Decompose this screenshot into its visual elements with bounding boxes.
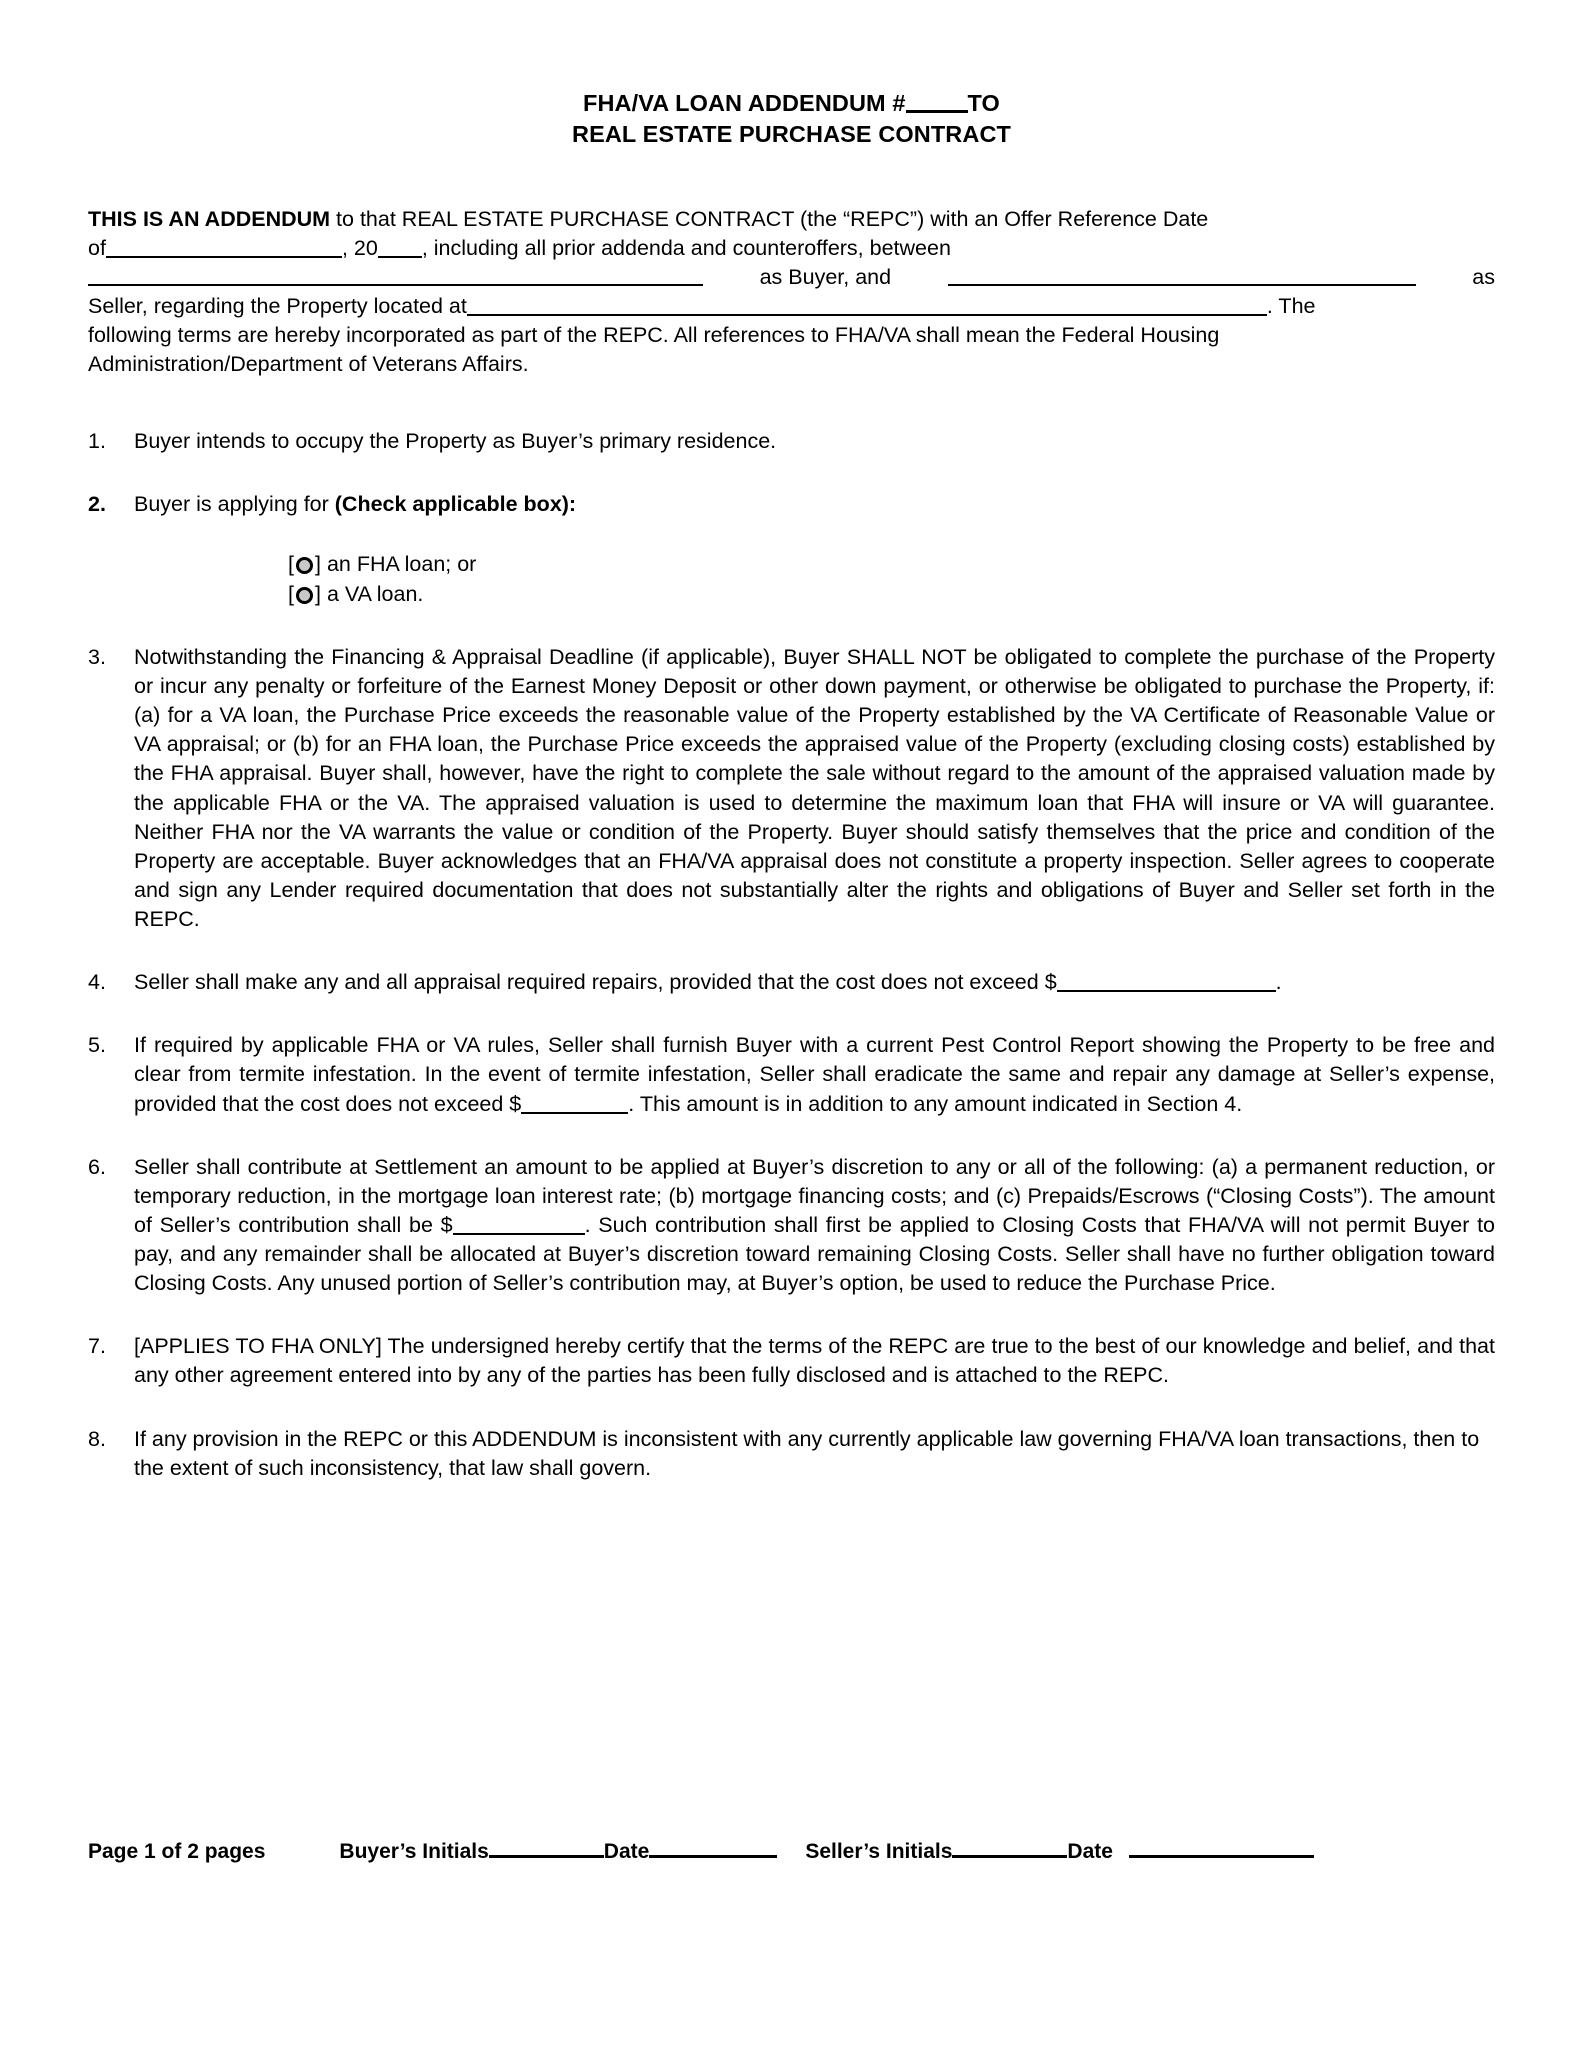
- seller-date-label: Date: [1067, 1840, 1113, 1863]
- intro-line-5: following terms are hereby incorporated as part of the REPC. All references to FHA/VA shall mean the Federal Housing: [88, 322, 1220, 347]
- radio-button-icon[interactable]: [296, 557, 313, 574]
- section-6-text-before: Seller shall contribute at Settlement an amount to be applied at Buyer’s discretion to any or all of the following: (a) a permanent reduction, or temporary reduction, in the mortgage loan interest rate; (b) mortgage financing costs; and (c) Prepaids/Escrows (“Closing Costs”). The amount of Seller’s contribution shall be $: [134, 1154, 1495, 1237]
- offer-reference-year-field[interactable]: [378, 235, 422, 259]
- seller-initials-label: Seller’s Initials: [805, 1840, 953, 1863]
- section-4-text: [134, 968, 1495, 997]
- offer-reference-date-field[interactable]: [106, 235, 342, 259]
- intro-lead-bold: THIS IS AN ADDENDUM: [88, 207, 331, 232]
- intro-line-2-rest: , including all prior addenda and counteroffers, between: [421, 236, 951, 260]
- intro-paragraph: [88, 205, 1495, 378]
- section-4-number: 4.: [88, 970, 106, 995]
- as-label: as: [1472, 264, 1495, 289]
- section-6: [88, 1153, 1495, 1299]
- seller-name-field[interactable]: [948, 263, 1416, 287]
- section-4: [88, 968, 1495, 997]
- document-body: [88, 88, 1495, 1483]
- section-5-text-before: If required by applicable FHA or VA rules, Seller shall furnish Buyer with a current Pest Control Report showing the Property to be free and clear from termite infestation. In the event of termite infestation, Seller shall eradicate the same and repair any damage at Seller’s expense, provided that the cost does not exceed $: [134, 1033, 1495, 1116]
- intro-line-1: [88, 205, 1495, 234]
- intro-line-1-rest: to that REAL ESTATE PURCHASE CONTRACT (the “REPC”) with an Offer Reference Date: [330, 207, 1209, 232]
- title-line-1-suffix: TO: [967, 90, 1000, 116]
- seller-contribution-amount-field[interactable]: [453, 1211, 585, 1235]
- section-4-text-after: .: [1275, 970, 1282, 995]
- property-address-field[interactable]: [467, 292, 1267, 316]
- termite-cost-limit-field[interactable]: [521, 1090, 628, 1114]
- choice-fha-loan[interactable]: [288, 549, 1495, 579]
- seller-initials-field[interactable]: [952, 1834, 1067, 1858]
- title-line-1-prefix: FHA/VA LOAN ADDENDUM #: [583, 90, 906, 116]
- buyer-date-field[interactable]: [649, 1834, 777, 1858]
- section-5: [88, 1031, 1495, 1118]
- section-1-number: 1.: [88, 428, 106, 453]
- section-5-text: [134, 1031, 1495, 1118]
- va-close-bracket: ]: [314, 581, 321, 606]
- addendum-number-blank[interactable]: [906, 89, 968, 113]
- section-7-number: 7.: [88, 1334, 106, 1359]
- choice-va-loan-label: a VA loan.: [326, 581, 424, 606]
- section-3-text: Notwithstanding the Financing & Appraisal Deadline (if applicable), Buyer SHALL NOT be obligated to complete the purchase of the Property or incur any penalty or forfeiture of the Earnest Money Deposit or other down payment, or otherwise be obligated to purchase the Property, if: (a) for a VA loan, the Purchase Price exceeds the reasonable value of the Property established by the VA Certificate of Reasonable Value or VA appraisal; or (b) for an FHA loan, the Purchase Price exceeds the appraised value of the Property (excluding closing costs) established by the FHA appraisal. Buyer shall, however, have the right to complete the sale without regard to the amount of the appraised valuation made by the applicable FHA or the VA. The appraised valuation is used to determine the maximum loan that FHA will insure or VA will guarantee. Neither FHA nor the VA warrants the value or condition of the Property. Buyer should satisfy themselves that the price and condition of the Property are acceptable. Buyer acknowledges that an FHA/VA appraisal does not constitute a property inspection. Seller agrees to cooperate and sign any Lender required documentation that does not substantially alter the rights and obligations of Buyer and Seller set forth in the REPC.: [134, 644, 1495, 932]
- section-2-text-bold: (Check applicable box):: [334, 491, 577, 516]
- section-6-text-after: . Such contribution shall first be applied to Closing Costs that FHA/VA will not permit Buyer to pay, and any remainder shall be allocated at Buyer’s discretion toward remaining Closing Costs. Seller shall have no further obligation toward Closing Costs. Any unused portion of Seller’s contribution may, at Buyer’s option, be used to reduce the Purchase Price.: [134, 1212, 1495, 1296]
- intro-line-3: [88, 263, 1495, 292]
- section-8-text: If any provision in the REPC or this ADDENDUM is inconsistent with any currently applicable law governing FHA/VA loan transactions, then to the extent of such inconsistency, that law shall govern.: [134, 1426, 1480, 1480]
- section-5-text-after: . This amount is in addition to any amount indicated in Section 4.: [628, 1091, 1243, 1116]
- va-open-bracket: [: [288, 581, 294, 606]
- page-number-label: Page 1 of 2 pages: [88, 1840, 266, 1863]
- choice-fha-loan-label: an FHA loan; or: [326, 551, 477, 576]
- section-1: [88, 427, 1495, 456]
- repair-cost-limit-field[interactable]: [1057, 969, 1276, 993]
- section-7-text: [APPLIES TO FHA ONLY] The undersigned hereby certify that the terms of the REPC are true to the best of our knowledge and belief, and that any other agreement entered into by any of the parties has been fully disclosed and is attached to the REPC.: [134, 1334, 1495, 1388]
- section-8-number: 8.: [88, 1426, 106, 1451]
- choice-va-loan[interactable]: [288, 579, 1495, 609]
- as-buyer-and-label: as Buyer, and: [759, 264, 892, 289]
- section-2-text: [134, 490, 1495, 519]
- section-6-number: 6.: [88, 1154, 106, 1179]
- buyer-initials-label: Buyer’s Initials: [339, 1840, 489, 1863]
- buyer-date-label: Date: [603, 1840, 650, 1863]
- section-7: [88, 1332, 1495, 1390]
- section-4-text-before: Seller shall make any and all appraisal required repairs, provided that the cost does not exceed $: [134, 970, 1057, 995]
- radio-button-icon[interactable]: [296, 587, 313, 604]
- section-8: [88, 1425, 1495, 1483]
- buyer-initials-field[interactable]: [489, 1834, 604, 1858]
- intro-line-4-tail: . The: [1266, 293, 1316, 318]
- section-2-number: 2.: [88, 491, 106, 516]
- section-2-text-plain: Buyer is applying for: [134, 491, 335, 516]
- intro-line-6: Administration/Department of Veterans Affairs.: [88, 351, 529, 376]
- loan-type-choices: [288, 549, 1495, 609]
- section-6-text: [134, 1153, 1495, 1299]
- page-footer: [88, 1834, 1495, 1864]
- intro-line-2: [88, 234, 1495, 263]
- intro-line-4: [88, 292, 1495, 321]
- title-line-2: REAL ESTATE PURCHASE CONTRACT: [572, 120, 1011, 147]
- intro-of-label: of: [88, 236, 106, 260]
- seller-date-field[interactable]: [1129, 1834, 1314, 1858]
- section-2: [88, 490, 1495, 519]
- document-title: [88, 88, 1495, 149]
- fha-open-bracket: [: [288, 551, 294, 576]
- intro-year-prefix: , 20: [341, 236, 378, 260]
- section-3-number: 3.: [88, 644, 106, 669]
- buyer-name-field[interactable]: [88, 263, 703, 287]
- seller-property-label: Seller, regarding the Property located at: [88, 293, 467, 318]
- section-3: [88, 643, 1495, 934]
- section-5-number: 5.: [88, 1033, 106, 1058]
- title-line-1: [88, 88, 1495, 119]
- section-1-text: Buyer intends to occupy the Property as Buyer’s primary residence.: [134, 428, 777, 453]
- fha-close-bracket: ]: [314, 551, 321, 576]
